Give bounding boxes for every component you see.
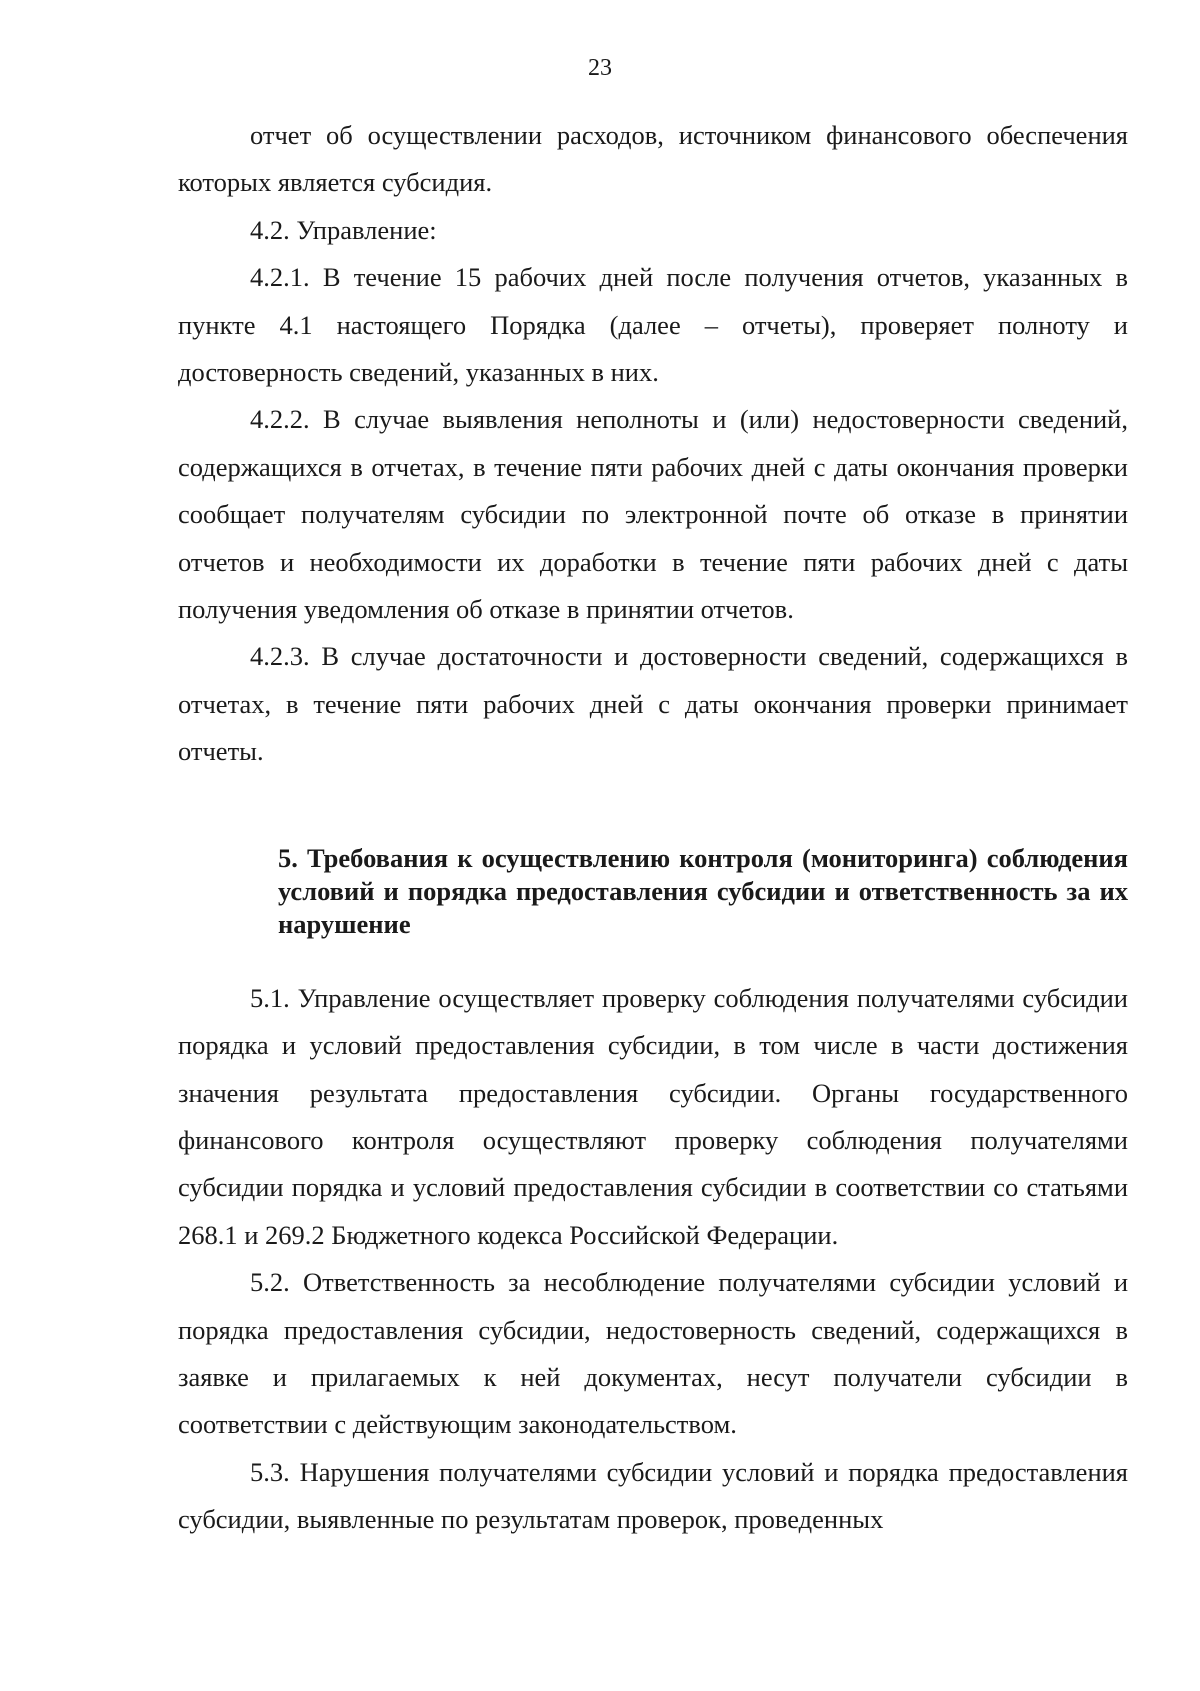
paragraph-5-1: 5.1. Управление осуществляет проверку соблюдения получателями субсидии порядка и условий предоставления субсидии, в том числе в части достижения значения результата предоставления субсидии. Органы государственного финансового контроля осуществляют проверку соблюдения получателями субсидии порядка и условий предоставления субсидии в соответствии со статьями 268.1 и 269.2 Бюджетного кодекса Российской Федерации. bbox=[178, 982, 1128, 1250]
paragraph-4-2-1: 4.2.1. В течение 15 рабочих дней после получения отчетов, указанных в пункте 4.1 настоящего Порядка (далее – отчеты), проверяет полноту и достоверность сведений, указанных в них. bbox=[178, 262, 1128, 388]
paragraph-continuation: отчет об осуществлении расходов, источником финансового обеспечения которых является субсидия. bbox=[178, 120, 1128, 198]
paragraph-5-2: 5.2. Ответственность за несоблюдение получателями субсидии условий и порядка предоставления субсидии, недостоверность сведений, содержащихся в заявке и прилагаемых к ней документах, несут получатели субсидии в соответствии с действующим законодательством. bbox=[178, 1267, 1128, 1440]
paragraph-5-3: 5.3. Нарушения получателями субсидии условий и порядка предоставления субсидии, выявленные по результатам проверок, проведенных bbox=[178, 1456, 1128, 1535]
page-number: 23 bbox=[588, 55, 612, 81]
section-heading: 5. Требования к осуществлению контроля (мониторинга) соблюдения условий и порядка предоставления субсидии и ответственность за их нарушение bbox=[278, 842, 1128, 939]
document-body bbox=[178, 112, 1128, 1544]
paragraph-4-2-3: 4.2.3. В случае достаточности и достоверности сведений, содержащихся в отчетах, в течение пяти рабочих дней с даты окончания проверки принимает отчеты. bbox=[178, 641, 1128, 767]
paragraph-4-2: 4.2. Управление: bbox=[250, 214, 437, 245]
paragraph-4-2-2: 4.2.2. В случае выявления неполноты и (или) недостоверности сведений, содержащихся в отчетах, в течение пяти рабочих дней с даты окончания проверки сообщает получателям субсидии по электронной почте об отказе в принятии отчетов и необходимости их доработки в течение пяти рабочих дней с даты получения уведомления об отказе в принятии отчетов. bbox=[178, 404, 1128, 625]
